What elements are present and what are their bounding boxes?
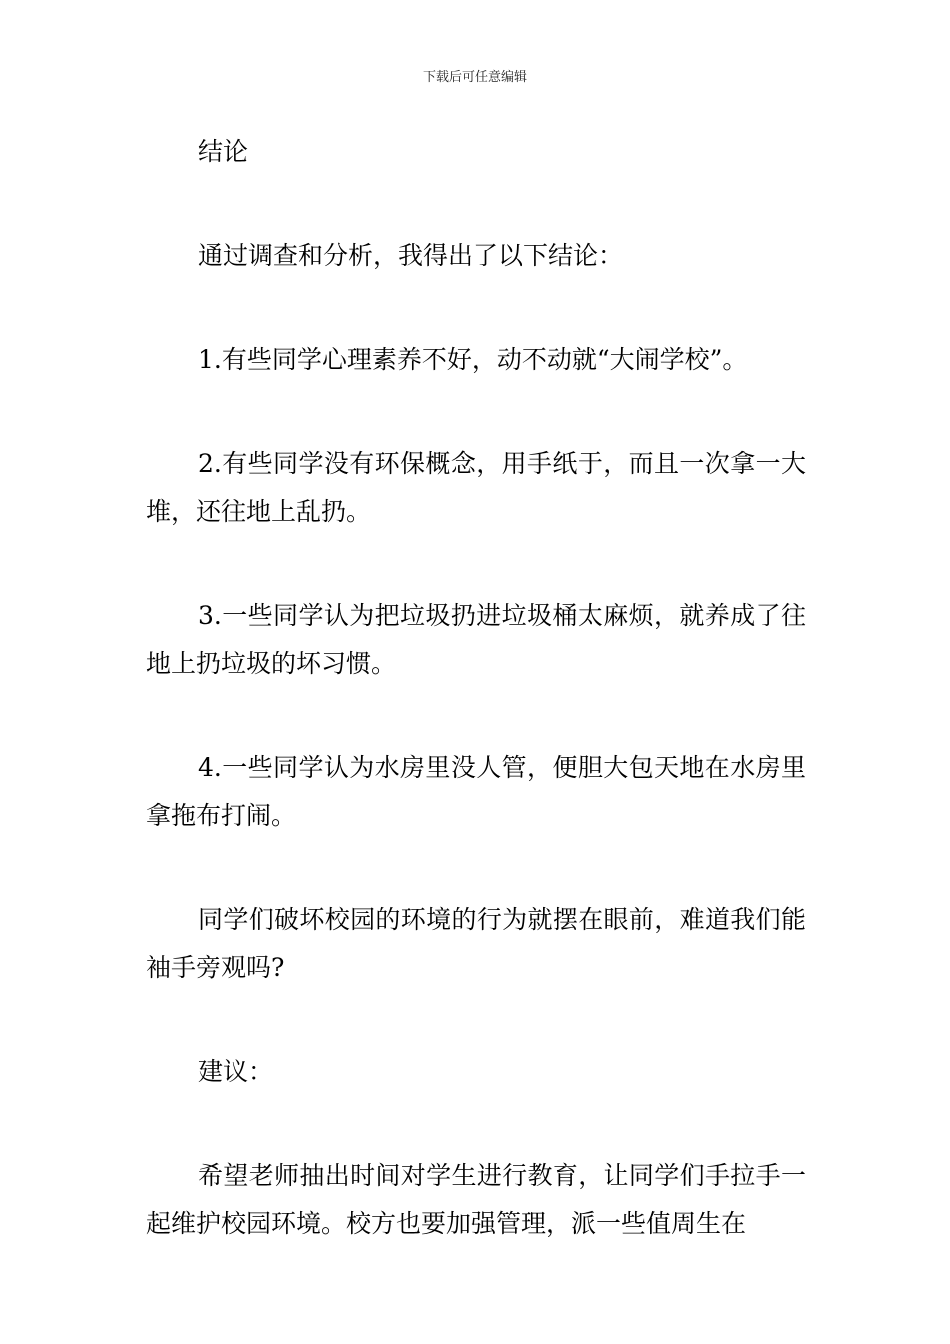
suggestion-paragraph: 希望老师抽出时间对学生进行教育，让同学们手拉手一起维护校园环境。校方也要加强管理，派一些值周生在 [146,1161,806,1238]
conclusion-item-3: 3.一些同学认为把垃圾扔进垃圾桶太麻烦，就养成了往地上扔垃圾的坏习惯。 [146,601,806,678]
conclusion-item-1: 1.有些同学心理素养不好，动不动就“大闹学校”。 [198,345,748,374]
intro-paragraph: 通过调查和分析，我得出了以下结论： [198,241,624,270]
conclusion-item-4: 4.一些同学认为水房里没人管，便胆大包天地在水房里拿拖布打闹。 [146,753,806,830]
header-note: 下载后可任意编辑 [422,70,527,85]
document-body [146,128,806,1304]
section-heading-conclusion: 结论 [198,137,249,166]
section-heading-suggestion: 建议： [198,1057,274,1086]
conclusion-item-2: 2.有些同学没有环保概念，用手纸于，而且一次拿一大堆，还往地上乱扔。 [146,449,806,526]
summary-paragraph: 同学们破坏校园的环境的行为就摆在眼前，难道我们能袖手旁观吗? [146,905,806,982]
